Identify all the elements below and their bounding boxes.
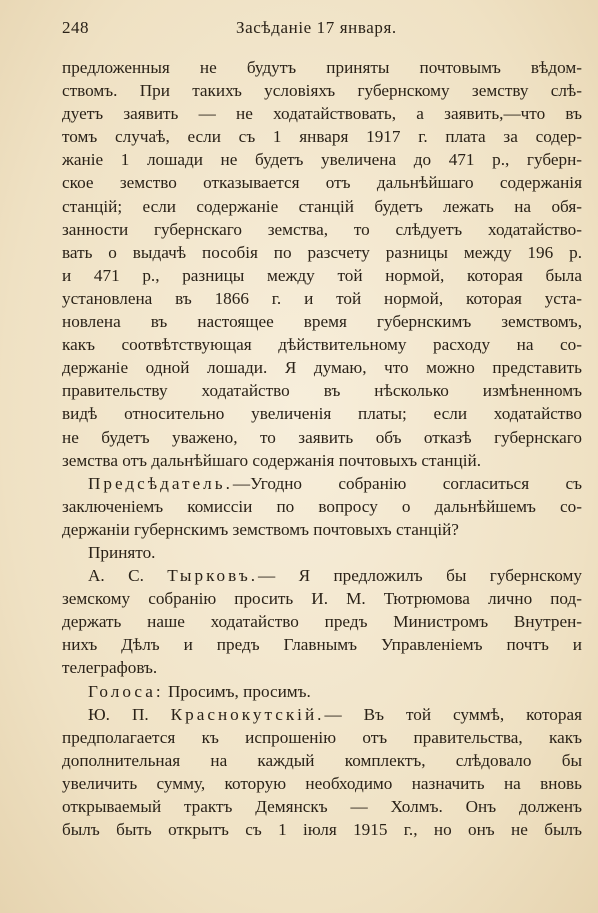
- text-line: не будетъ уважено, то заявить объ отказѣ губернскаго: [62, 427, 582, 447]
- text-line: [62, 703, 582, 726]
- text-line: томъ случаѣ, если съ 1 января 1917 г. плата за содер-: [62, 127, 582, 147]
- speaker-name: Краснокутскій.: [170, 704, 325, 724]
- text-line: земскому собранію просить И. М. Тютрюмова лично под-: [62, 589, 582, 609]
- text-line: [62, 680, 582, 703]
- text-line: ствомъ. При такихъ условіяхъ губернскому земству слѣ-: [62, 81, 582, 101]
- speaker-initials: Ю. П.: [88, 704, 149, 724]
- text-line: увеличить сумму, которую необходимо назначить на вновь: [62, 773, 582, 793]
- running-title: Засѣданіе 17 января.: [236, 18, 397, 37]
- page-body: [62, 56, 582, 841]
- paragraph-commission-report: [62, 56, 582, 472]
- paragraph-tyrkov: [62, 564, 582, 679]
- text-line: [62, 472, 582, 495]
- page-number: 248: [62, 18, 89, 37]
- text-line: видѣ относительно увеличенія платы; если ходатайство: [62, 404, 582, 424]
- paragraph-krasnokutsky: [62, 703, 582, 842]
- text-line: земства отъ дальнѣйшаго содержанія почтовыхъ станцій.: [62, 450, 482, 470]
- speaker-initials: А. С.: [88, 566, 144, 586]
- speaker-name: Предсѣдатель.: [88, 473, 233, 493]
- text-line: дополнительная на каждый комплектъ, слѣдовало бы: [62, 750, 582, 770]
- text-line: предложенныя не будутъ приняты почтовымъ вѣдом-: [62, 58, 582, 77]
- text-line: заключеніемъ комиссіи по вопросу о дальнѣйшемъ со-: [62, 496, 582, 516]
- paragraph-accepted: [62, 541, 582, 564]
- text-line: правительству ходатайство въ нѣсколько измѣненномъ: [62, 381, 582, 401]
- text-line: [62, 564, 582, 587]
- text-line: ское земство отказывается отъ дальнѣйшаго содержанія: [62, 173, 582, 193]
- speech-text: Просимъ, просимъ.: [167, 681, 311, 701]
- text-line: жаніе 1 лошади не будетъ увеличена до 471 р., губерн-: [62, 150, 582, 170]
- speaker-name: Голоса:: [88, 681, 164, 701]
- page-header: [0, 16, 598, 42]
- text-line: нихъ Дѣлъ и предъ Главнымъ Управленіемъ почтъ и: [62, 635, 582, 655]
- text-line: телеграфовъ.: [62, 658, 158, 678]
- text-line: новлена въ настоящее время губернскимъ земствомъ,: [62, 312, 582, 332]
- text-line: предполагается къ испрошенію отъ правительства, какъ: [62, 727, 582, 747]
- paragraph-voices: [62, 680, 582, 703]
- text-line: установлена въ 1866 г. и той нормой, которая уста-: [62, 288, 582, 308]
- speech-text: — Въ той суммѣ, которая: [324, 704, 583, 724]
- speech-text: — Я предложилъ бы губернскому: [258, 566, 582, 586]
- text-line: вать о выдачѣ пособія по разсчету разницы между 196 р.: [62, 242, 582, 262]
- text-line: держаніи губернскимъ земствомъ почтовыхъ станцій?: [62, 519, 459, 539]
- text-line: Принято.: [88, 542, 156, 562]
- text-line: станцій; если содержаніе станцій будетъ лежать на обя-: [62, 196, 582, 216]
- text-line: открываемый трактъ Демянскъ — Холмъ. Онъ долженъ: [62, 797, 582, 816]
- text-line: какъ соотвѣтствующая дѣйствительному расходу на со-: [62, 335, 582, 355]
- text-line: держать наше ходатайство предъ Министромъ Внутрен-: [62, 612, 582, 632]
- text-line: былъ быть открытъ съ 1 іюля 1915 г., но онъ не былъ: [62, 820, 582, 840]
- paragraph-chairman: [62, 472, 582, 541]
- text-line: занности губернскаго земства, то слѣдуетъ ходатайство-: [62, 219, 582, 239]
- speech-text: —Угодно собранію согласиться съ: [232, 473, 582, 493]
- text-line: держаніе одной лошади. Я думаю, что можно представить: [62, 358, 582, 378]
- text-line: дуетъ заявить — не ходатайствовать, а заявить,—что въ: [62, 104, 582, 124]
- text-line: и 471 р., разницы между той нормой, которая была: [62, 265, 582, 285]
- speaker-name: Тырковъ.: [167, 566, 259, 586]
